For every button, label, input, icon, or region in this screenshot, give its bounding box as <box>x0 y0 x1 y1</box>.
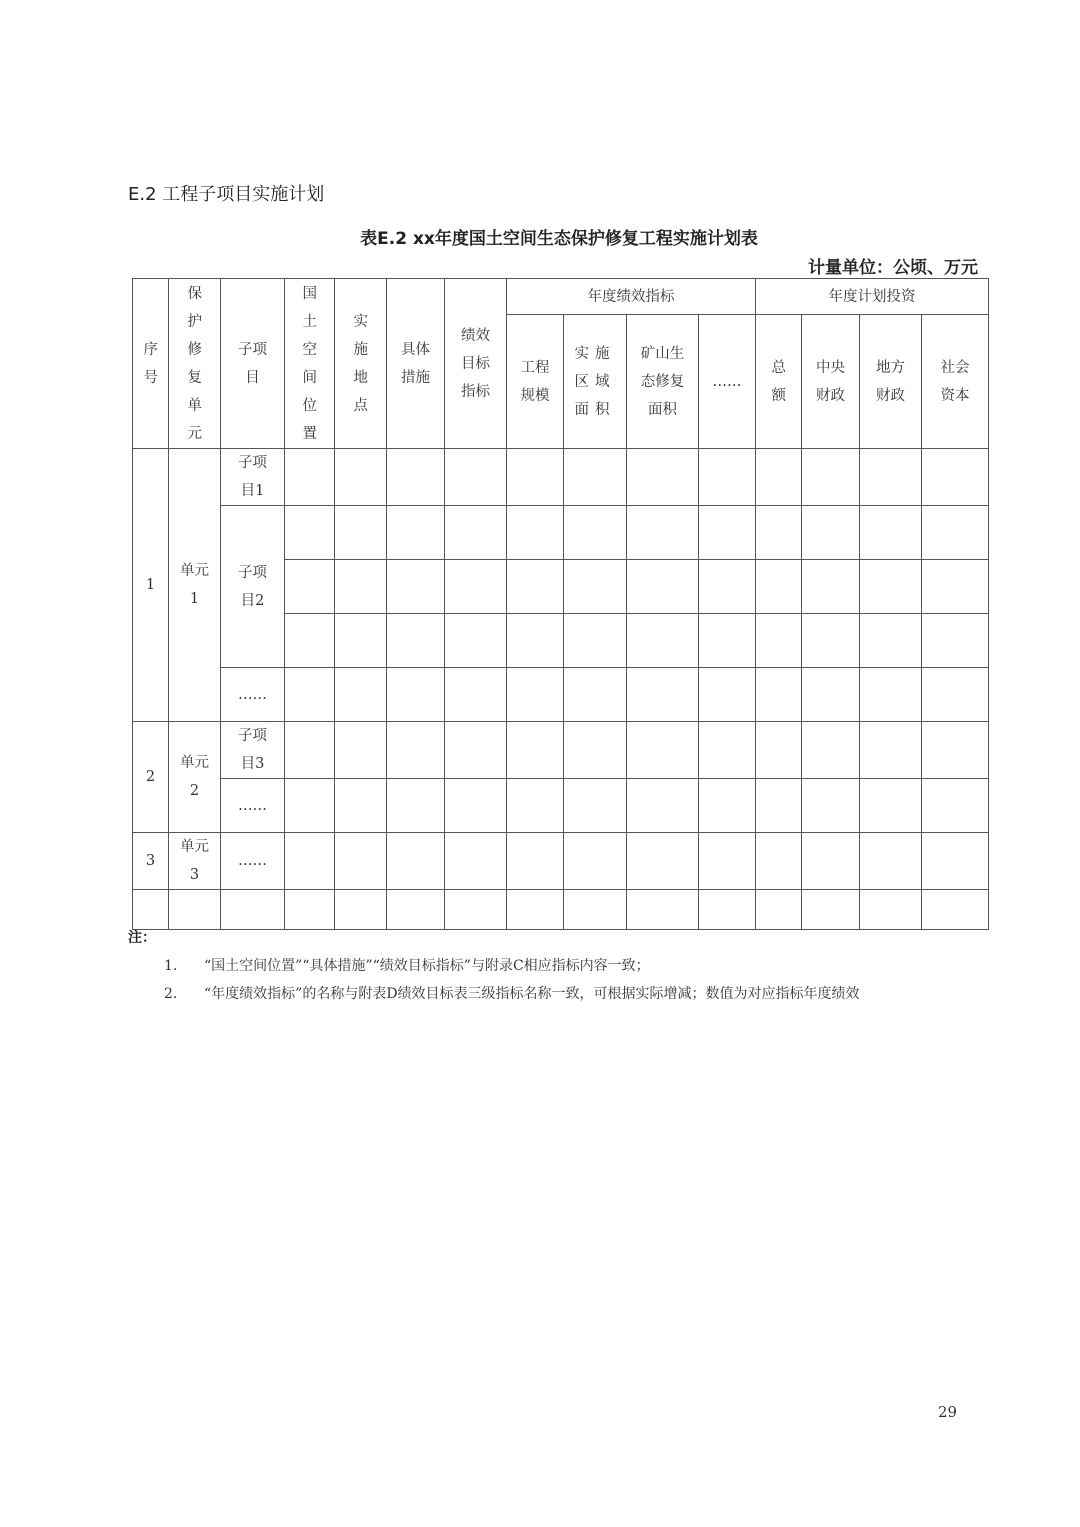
page-number: 29 <box>938 1403 958 1421</box>
header-invest-col <box>922 315 989 449</box>
header-invest-col-text: 总额 <box>771 359 786 404</box>
header-subproject-text: 子项目 <box>238 341 267 386</box>
empty-cell <box>627 890 699 930</box>
empty-cell <box>860 560 922 614</box>
empty-cell <box>756 779 802 833</box>
empty-cell <box>564 668 627 722</box>
header-seq <box>133 279 169 449</box>
empty-cell <box>564 506 627 560</box>
empty-cell <box>756 449 802 506</box>
empty-cell <box>699 779 756 833</box>
empty-cell <box>285 833 335 890</box>
seq-cell: 2 <box>133 722 169 833</box>
empty-cell <box>507 668 564 722</box>
empty-cell <box>387 506 445 560</box>
empty-cell <box>922 722 989 779</box>
header-invest-col-text: 地方财政 <box>876 359 905 404</box>
empty-cell <box>627 833 699 890</box>
header-site <box>335 279 387 449</box>
empty-cell <box>860 449 922 506</box>
empty-cell <box>445 833 507 890</box>
header-perf-group: 年度绩效指标 <box>507 279 756 315</box>
header-invest-group: 年度计划投资 <box>756 279 989 315</box>
empty-cell <box>802 722 860 779</box>
empty-cell <box>802 668 860 722</box>
empty-cell <box>564 833 627 890</box>
empty-cell <box>756 890 802 930</box>
header-target-text: 绩效目标指标 <box>461 327 490 400</box>
empty-cell <box>387 890 445 930</box>
unit-cell-text: 单元2 <box>180 755 209 799</box>
empty-cell <box>922 833 989 890</box>
empty-cell <box>860 506 922 560</box>
table-row <box>133 506 989 560</box>
empty-cell <box>445 779 507 833</box>
empty-cell <box>802 449 860 506</box>
empty-cell <box>860 722 922 779</box>
empty-cell <box>507 506 564 560</box>
empty-cell <box>699 560 756 614</box>
empty-cell <box>564 560 627 614</box>
subproject-cell: …… <box>221 779 285 833</box>
empty-cell <box>802 779 860 833</box>
empty-cell <box>922 890 989 930</box>
empty-cell <box>627 560 699 614</box>
header-subproject <box>221 279 285 449</box>
header-invest-col <box>756 315 802 449</box>
empty-cell <box>335 779 387 833</box>
subproject-cell-text: 子项目2 <box>238 564 267 609</box>
empty-cell <box>285 560 335 614</box>
table-row <box>133 890 989 930</box>
table-row <box>133 722 989 779</box>
header-site-text: 实施地点 <box>353 313 368 414</box>
subproject-cell <box>221 506 285 668</box>
subproject-cell <box>221 722 285 779</box>
note-item <box>164 952 984 980</box>
empty-cell <box>387 668 445 722</box>
empty-cell <box>507 449 564 506</box>
subproject-cell-text: 子项目3 <box>238 728 267 772</box>
empty-cell <box>627 614 699 668</box>
header-measures <box>387 279 445 449</box>
empty-cell <box>285 722 335 779</box>
subproject-cell <box>221 449 285 506</box>
note-number: 2. <box>164 986 178 1002</box>
subproject-cell: …… <box>221 833 285 890</box>
empty-cell <box>285 614 335 668</box>
header-perf-col-text: 矿山生态修复面积 <box>640 345 685 418</box>
empty-cell <box>335 890 387 930</box>
section-heading: E.2 工程子项目实施计划 <box>128 184 325 205</box>
empty-cell <box>860 779 922 833</box>
header-measures-text: 具体措施 <box>401 341 430 386</box>
header-invest-col <box>802 315 860 449</box>
empty-cell <box>387 833 445 890</box>
empty-cell <box>627 668 699 722</box>
empty-cell <box>507 560 564 614</box>
seq-cell: 1 <box>133 449 169 722</box>
empty-cell <box>507 722 564 779</box>
empty-cell <box>860 833 922 890</box>
empty-cell <box>445 449 507 506</box>
empty-cell <box>860 890 922 930</box>
header-invest-col-text: 中央财政 <box>816 359 845 404</box>
empty-cell <box>699 506 756 560</box>
empty-cell <box>627 779 699 833</box>
empty-cell <box>922 614 989 668</box>
unit-cell <box>169 722 221 833</box>
note-text: “年度绩效指标”的名称与附表D绩效目标表三级指标名称一致，可根据实际增减；数值为对应指标年度绩效 <box>204 986 860 1002</box>
empty-cell <box>387 560 445 614</box>
unit-cell-text: 单元1 <box>180 563 209 607</box>
empty-cell <box>445 668 507 722</box>
empty-cell <box>169 890 221 930</box>
empty-cell <box>922 560 989 614</box>
empty-cell <box>335 506 387 560</box>
empty-cell <box>221 890 285 930</box>
empty-cell <box>756 833 802 890</box>
empty-cell <box>802 890 860 930</box>
empty-cell <box>507 890 564 930</box>
subproject-cell-text: 子项目1 <box>238 455 267 499</box>
empty-cell <box>699 668 756 722</box>
empty-cell <box>756 722 802 779</box>
empty-cell <box>699 614 756 668</box>
empty-cell <box>507 614 564 668</box>
empty-cell <box>627 449 699 506</box>
header-perf-col-text: 实施区域面积 <box>574 345 616 418</box>
header-invest-col-text: 社会资本 <box>940 359 970 404</box>
empty-cell <box>507 779 564 833</box>
empty-cell <box>564 890 627 930</box>
seq-cell: 3 <box>133 833 169 890</box>
empty-cell <box>922 779 989 833</box>
empty-cell <box>335 833 387 890</box>
empty-cell <box>445 506 507 560</box>
empty-cell <box>335 560 387 614</box>
empty-cell <box>335 722 387 779</box>
empty-cell <box>564 779 627 833</box>
empty-cell <box>335 668 387 722</box>
header-perf-col <box>507 315 564 449</box>
header-perf-col: …… <box>699 315 756 449</box>
empty-cell <box>387 449 445 506</box>
header-unit-text: 保护修复单元 <box>187 285 202 442</box>
empty-cell <box>627 722 699 779</box>
empty-cell <box>387 779 445 833</box>
table-row <box>133 668 989 722</box>
empty-cell <box>756 668 802 722</box>
empty-cell <box>627 506 699 560</box>
empty-cell <box>860 668 922 722</box>
empty-cell <box>802 833 860 890</box>
empty-cell <box>285 668 335 722</box>
unit-cell-text: 单元3 <box>180 839 209 883</box>
empty-cell <box>802 614 860 668</box>
implementation-plan-table <box>132 278 989 930</box>
unit-cell <box>169 449 221 722</box>
empty-cell <box>285 779 335 833</box>
empty-cell <box>802 506 860 560</box>
note-number: 1. <box>164 958 178 974</box>
empty-cell <box>387 722 445 779</box>
empty-cell <box>445 614 507 668</box>
notes-title: 注： <box>128 930 156 946</box>
unit-cell <box>169 833 221 890</box>
empty-cell <box>507 833 564 890</box>
empty-cell <box>756 614 802 668</box>
empty-cell <box>922 449 989 506</box>
empty-cell <box>133 890 169 930</box>
header-unit <box>169 279 221 449</box>
empty-cell <box>699 890 756 930</box>
empty-cell <box>285 449 335 506</box>
note-text: “国土空间位置”“具体措施”“绩效目标指标”与附录C相应指标内容一致； <box>204 958 650 974</box>
empty-cell <box>922 506 989 560</box>
empty-cell <box>860 614 922 668</box>
empty-cell <box>445 722 507 779</box>
header-perf-col <box>564 315 627 449</box>
empty-cell <box>699 722 756 779</box>
empty-cell <box>699 833 756 890</box>
empty-cell <box>335 614 387 668</box>
empty-cell <box>922 668 989 722</box>
unit-label: 计量单位：公顷、万元 <box>808 258 978 278</box>
note-item <box>164 980 984 1036</box>
header-row-1 <box>133 279 989 315</box>
subproject-cell: …… <box>221 668 285 722</box>
empty-cell <box>285 506 335 560</box>
header-location <box>285 279 335 449</box>
header-seq-text: 序号 <box>143 341 158 386</box>
table-row <box>133 779 989 833</box>
header-perf-col <box>627 315 699 449</box>
empty-cell <box>335 449 387 506</box>
empty-cell <box>564 614 627 668</box>
header-target <box>445 279 507 449</box>
empty-cell <box>445 890 507 930</box>
table-row <box>133 449 989 506</box>
header-location-text: 国土空间位置 <box>302 285 317 442</box>
empty-cell <box>756 506 802 560</box>
empty-cell <box>699 449 756 506</box>
empty-cell <box>564 722 627 779</box>
empty-cell <box>802 560 860 614</box>
table-row <box>133 833 989 890</box>
header-invest-col <box>860 315 922 449</box>
table-title: 表E.2 xx年度国土空间生态保护修复工程实施计划表 <box>360 229 758 249</box>
empty-cell <box>756 560 802 614</box>
empty-cell <box>445 560 507 614</box>
header-perf-col-text: 工程规模 <box>520 359 550 404</box>
empty-cell <box>285 890 335 930</box>
empty-cell <box>387 614 445 668</box>
empty-cell <box>564 449 627 506</box>
